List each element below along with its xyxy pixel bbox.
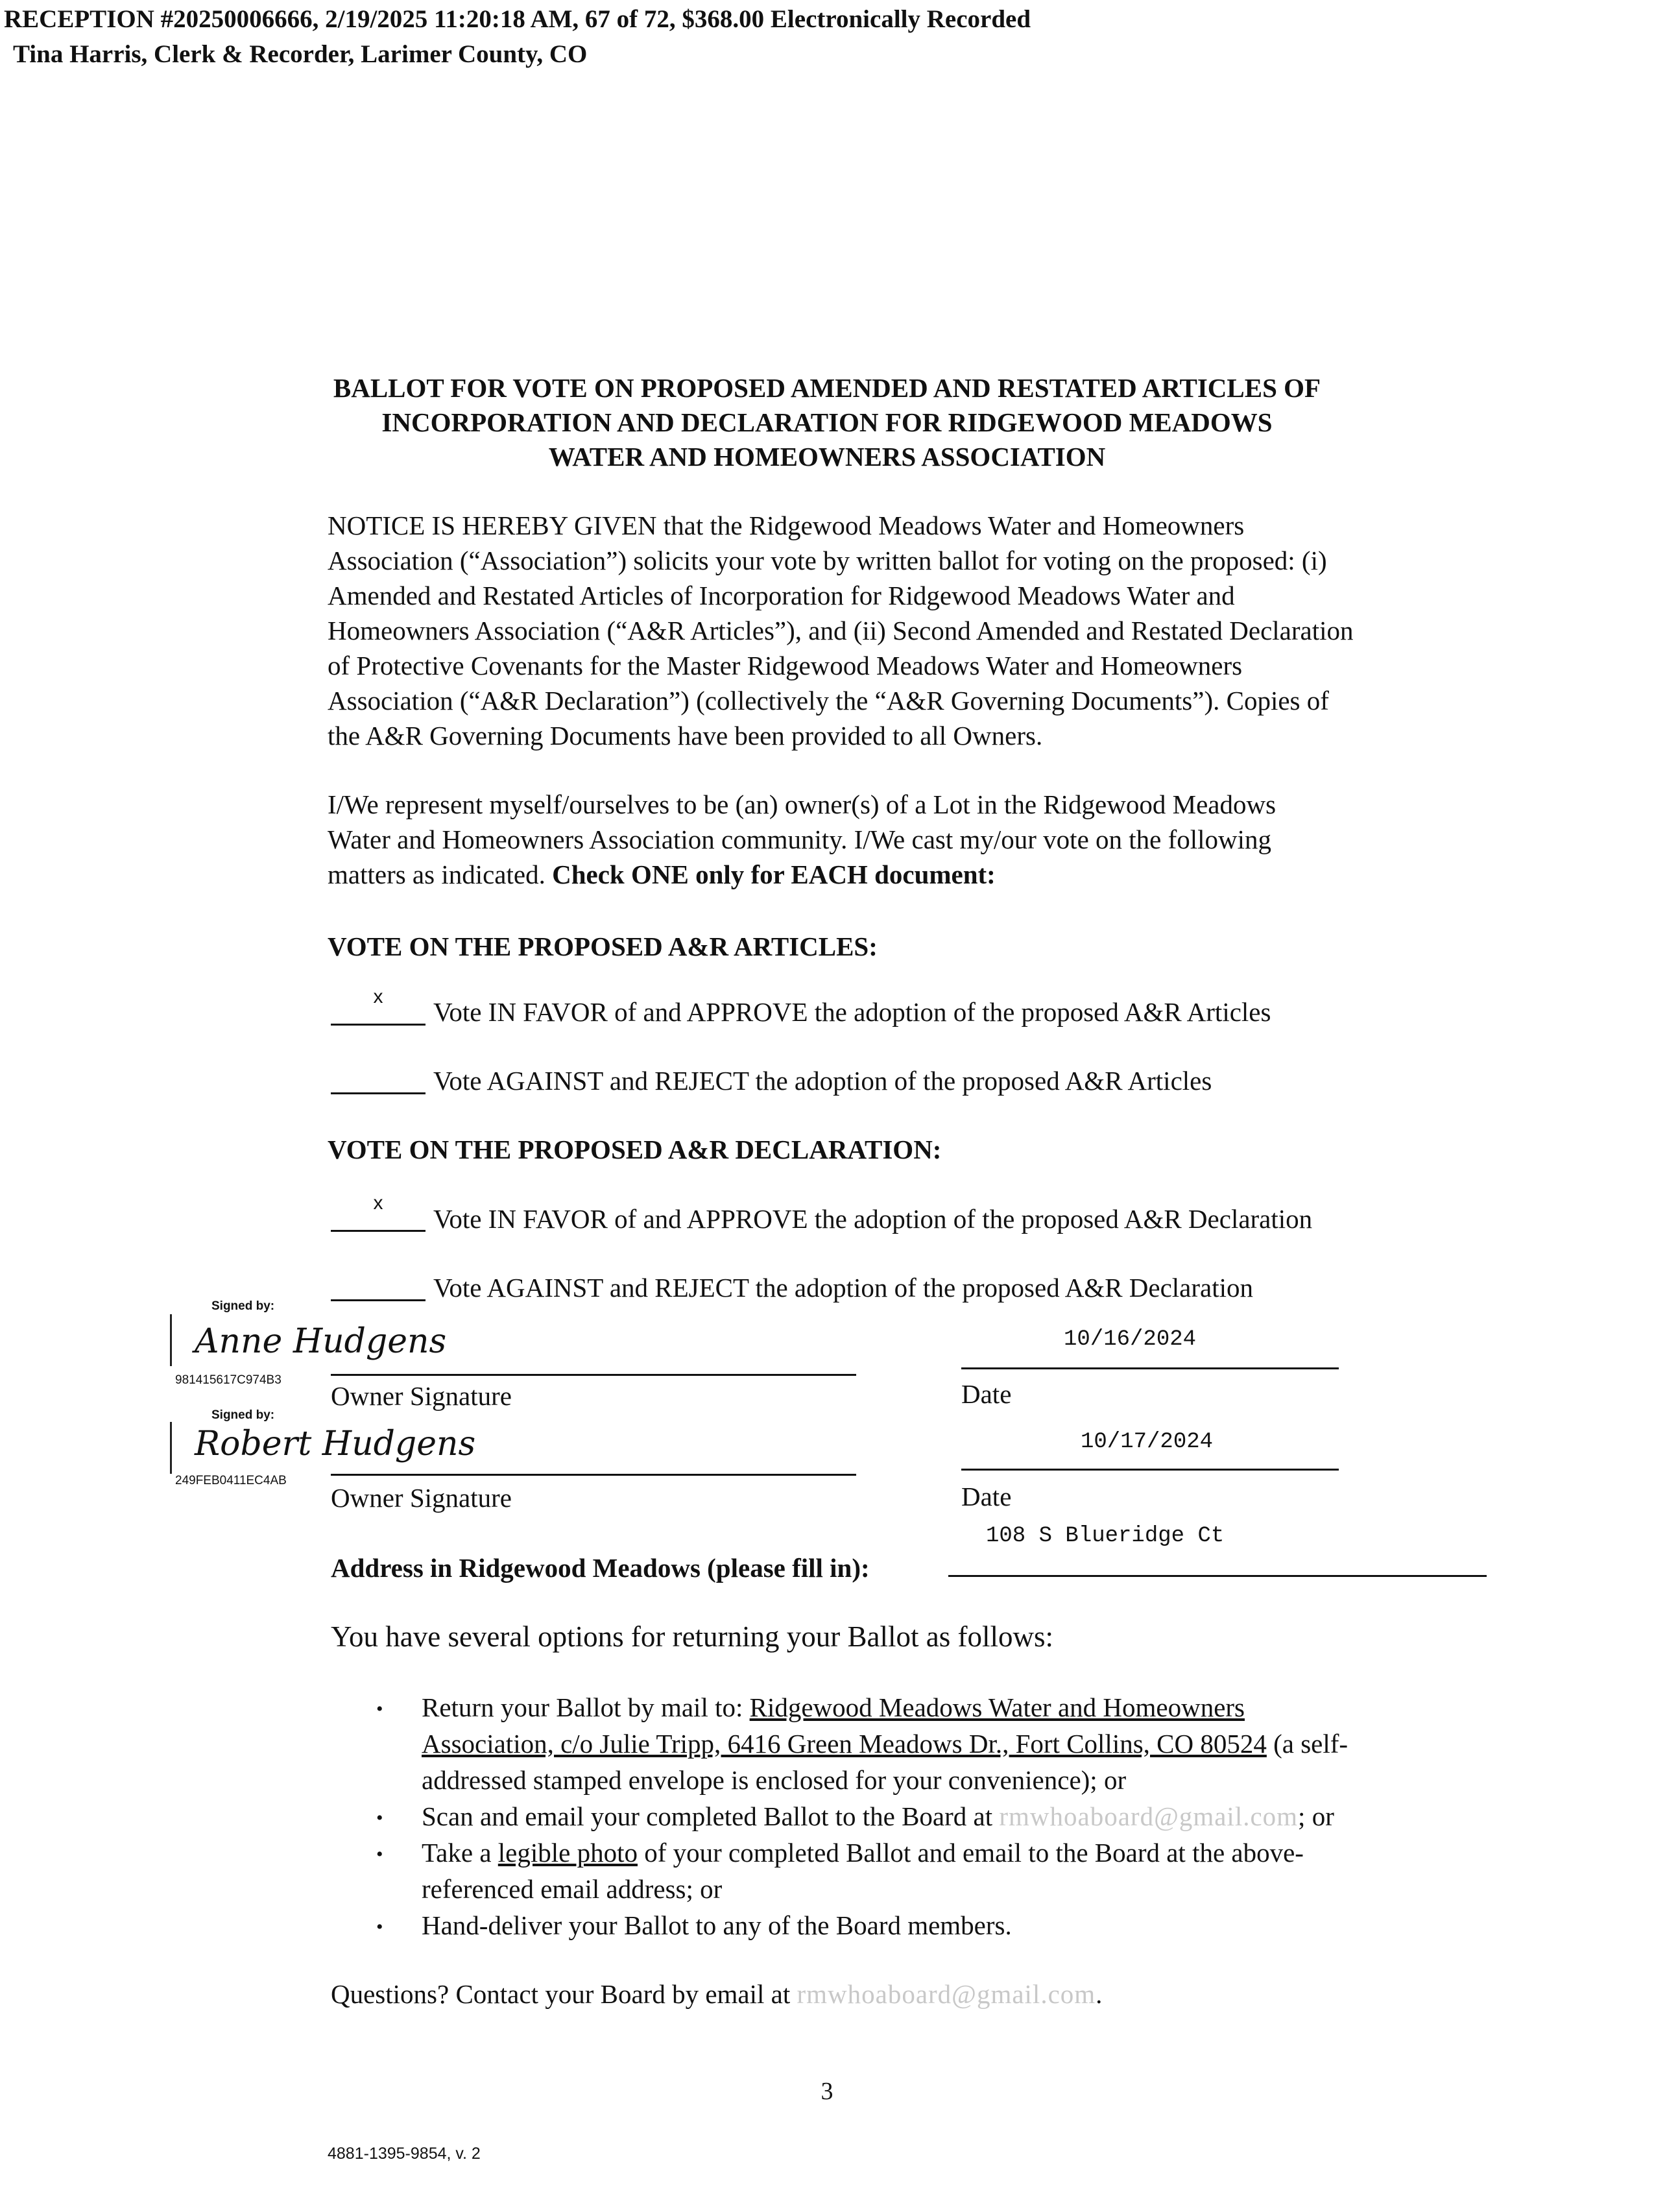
photo-prefix: Take a: [422, 1838, 498, 1868]
signature-bracket: [170, 1314, 172, 1366]
owner-signature-1-label: Owner Signature: [331, 1381, 512, 1411]
notice-line: Association (“A&R Declaration”) (collectively the “A&R Governing Documents”). Copies of: [328, 686, 1329, 715]
date-2-line[interactable]: [961, 1469, 1339, 1471]
articles-favor-label: Vote IN FAVOR of and APPROVE the adoption of the proposed A&R Articles: [433, 997, 1271, 1027]
owner-signature-1-line[interactable]: [331, 1374, 856, 1376]
notice-line: Amended and Restated Articles of Incorporation for Ridgewood Meadows Water and: [328, 581, 1235, 610]
return-photo-option: [422, 1834, 1511, 1907]
notice-line: Homeowners Association (“A&R Articles”), and (ii) Second Amended and Restated Declaration: [328, 616, 1354, 645]
represent-line-text: matters as indicated.: [328, 860, 545, 889]
address-line[interactable]: [948, 1575, 1487, 1577]
articles-against-label: Vote AGAINST and REJECT the adoption of the proposed A&R Articles: [433, 1066, 1212, 1096]
return-mail-line: addressed stamped envelope is enclosed for your convenience); or: [422, 1765, 1127, 1795]
signed-by-label: Signed by:: [211, 1408, 275, 1422]
declaration-favor-label: Vote IN FAVOR of and APPROVE the adoption of the proposed A&R Declaration: [433, 1204, 1313, 1234]
date-2-value: 10/17/2024: [1081, 1430, 1214, 1454]
notice-line: of Protective Covenants for the Master Ridgewood Meadows Water and Homeowners: [328, 651, 1243, 680]
declaration-vote-heading: VOTE ON THE PROPOSED A&R DECLARATION:: [328, 1135, 942, 1164]
ballot-title: [0, 371, 1654, 474]
represent-line: I/We represent myself/ourselves to be (an) owner(s) of a Lot in the Ridgewood Meadows: [328, 789, 1276, 819]
signed-by-label: Signed by:: [211, 1299, 275, 1313]
articles-favor-mark: x: [373, 986, 383, 1007]
legible-photo-link: legible photo: [497, 1838, 638, 1868]
date-2-label: Date: [961, 1482, 1012, 1511]
owner-signature-2-line[interactable]: [331, 1474, 856, 1476]
owner-signature-2-label: Owner Signature: [331, 1483, 512, 1513]
owner-signature-2: Robert Hudgens: [195, 1425, 476, 1463]
questions-prefix: Questions? Contact your Board by email at: [331, 1979, 797, 2009]
mail-address-part2: Association, c/o Julie Tripp, 6416 Green Meadows Dr., Fort Collins, CO 80524: [422, 1729, 1267, 1759]
declaration-against-blank[interactable]: [331, 1299, 425, 1301]
questions-line: [331, 1978, 1102, 2010]
return-mail-line: [422, 1725, 1511, 1762]
declaration-against-label: Vote AGAINST and REJECT the adoption of the proposed A&R Declaration: [433, 1273, 1254, 1303]
notice-line: NOTICE IS HEREBY GIVEN that the Ridgewood Meadows Water and Homeowners: [328, 511, 1245, 540]
address-label: Address in Ridgewood Meadows (please fill in):: [331, 1553, 870, 1583]
return-mail-line: [422, 1689, 1511, 1725]
articles-vote-heading: VOTE ON THE PROPOSED A&R ARTICLES:: [328, 932, 878, 961]
bullet-icon: •: [376, 1698, 383, 1720]
title-line: WATER AND HOMEOWNERS ASSOCIATION: [548, 442, 1106, 472]
date-1-line[interactable]: [961, 1367, 1339, 1369]
declaration-favor-mark: x: [373, 1192, 383, 1214]
return-hand-line: Hand-deliver your Ballot to any of the Board members.: [422, 1910, 1012, 1940]
owner-signature-1: Anne Hudgens: [195, 1322, 447, 1361]
return-mail-prefix: Return your Ballot by mail to:: [422, 1692, 750, 1722]
bullet-icon: •: [376, 1844, 383, 1865]
board-email-redacted: rmwhoaboard@gmail.com: [999, 1801, 1299, 1831]
notice-paragraph: [328, 508, 1515, 753]
title-line: INCORPORATION AND DECLARATION FOR RIDGEWOOD MEADOWS: [381, 407, 1273, 437]
return-photo-line: referenced email address; or: [422, 1874, 723, 1904]
articles-against-blank[interactable]: [331, 1092, 425, 1094]
title-line: BALLOT FOR VOTE ON PROPOSED AMENDED AND RESTATED ARTICLES OF: [333, 373, 1321, 403]
notice-line: the A&R Governing Documents have been provided to all Owners.: [328, 721, 1043, 751]
articles-favor-blank[interactable]: [331, 1024, 425, 1026]
date-1-value: 10/16/2024: [1064, 1327, 1197, 1352]
mail-address-part1: Ridgewood Meadows Water and Homeowners: [749, 1692, 1245, 1722]
questions-email-redacted: rmwhoaboard@gmail.com: [797, 1979, 1096, 2009]
recording-header-line1: RECEPTION #20250006666, 2/19/2025 11:20:18 AM, 67 of 72, $368.00 Electronically Recorded: [4, 5, 1031, 33]
return-hand-option: [422, 1907, 1511, 1943]
photo-suffix: of your completed Ballot and email to the Board at the above-: [638, 1838, 1304, 1868]
represent-line: Water and Homeowners Association community. I/We cast my/our vote on the following: [328, 824, 1272, 854]
envelope-id-2: 249FEB0411EC4AB: [175, 1474, 287, 1487]
notice-line: Association (“Association”) solicits your vote by written ballot for voting on the proposed: (i): [328, 546, 1327, 575]
return-photo-line: [422, 1834, 1511, 1871]
bullet-icon: •: [376, 1807, 383, 1829]
page-number: 3: [821, 2078, 833, 2105]
scan-suffix: ; or: [1298, 1801, 1334, 1831]
return-scan-option: [422, 1798, 1511, 1834]
representation-paragraph: [328, 787, 1515, 892]
scan-prefix: Scan and email your completed Ballot to the Board at: [422, 1801, 1000, 1831]
date-1-label: Date: [961, 1379, 1012, 1409]
mail-suffix: (a self-: [1266, 1729, 1348, 1759]
represent-line: [328, 857, 1515, 892]
questions-suffix: .: [1096, 1979, 1103, 2009]
check-one-instruction: Check ONE only for EACH document:: [552, 860, 996, 889]
recording-header-line2: Tina Harris, Clerk & Recorder, Larimer County, CO: [13, 40, 588, 68]
return-mail-option: [422, 1689, 1511, 1798]
document-id: 4881-1395-9854, v. 2: [328, 2145, 481, 2163]
return-intro: You have several options for returning your Ballot as follows:: [331, 1620, 1054, 1653]
return-scan-line: [422, 1798, 1511, 1834]
address-value: 108 S Blueridge Ct: [986, 1524, 1225, 1548]
signature-bracket: [170, 1422, 172, 1474]
bullet-icon: •: [376, 1916, 383, 1938]
declaration-favor-blank[interactable]: [331, 1230, 425, 1232]
envelope-id-1: 981415617C974B3: [175, 1373, 282, 1387]
